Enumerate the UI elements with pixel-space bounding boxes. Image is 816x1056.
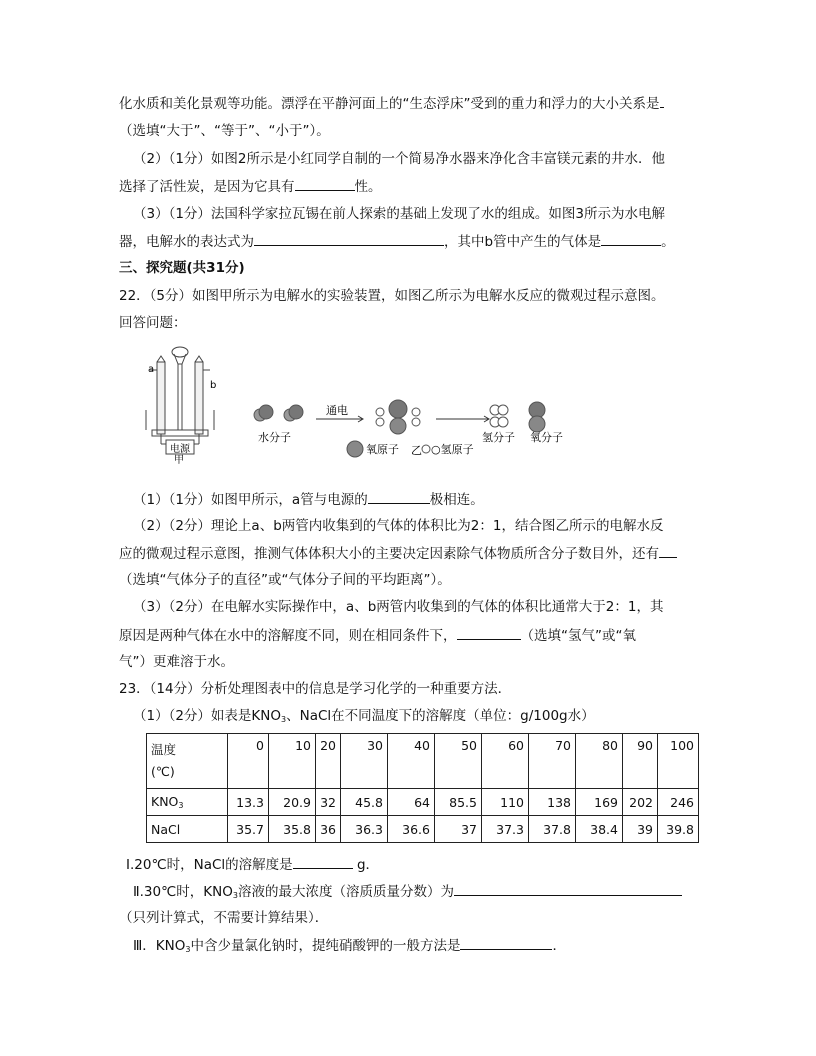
- table-cell: 100: [658, 734, 699, 789]
- label-b: b: [210, 380, 217, 391]
- q22-answer-blank-1[interactable]: [368, 489, 430, 504]
- q22-part2-line1: （2）（2分）理论上a、b两管内收集到的气体的体积比为2：1，结合图乙所示的电解水反: [133, 518, 664, 534]
- figure-yi-label: 乙: [411, 444, 422, 457]
- oxygen-atom-label: 氧原子: [366, 443, 399, 456]
- q22-part1: （1）（1分）如图甲所示，a管与电源的 极相连。: [133, 489, 484, 510]
- q23-answer-blank-2[interactable]: [454, 881, 682, 896]
- hydrogen-atom-label: ○氢原子: [431, 443, 474, 456]
- power-label: 电源: [170, 444, 190, 455]
- table-cell: 38.4: [576, 816, 623, 843]
- table-cell: 13.3: [228, 789, 269, 816]
- table-cell: 20.9: [269, 789, 316, 816]
- oxygen-molecule-label: 氧分子: [530, 431, 563, 444]
- table-cell: 20: [316, 734, 341, 789]
- q22-stem-line2: 回答问题：: [119, 315, 187, 331]
- table-row-kno3: [147, 789, 699, 816]
- table-cell: 30: [341, 734, 388, 789]
- table-cell: 35.7: [228, 816, 269, 843]
- table-cell: 35.8: [269, 816, 316, 843]
- table-header-row: [147, 734, 699, 789]
- q21-line1: 化水质和美化景观等功能。漂浮在平静河面上的“生态浮床”受到的重力和浮力的大小关系是: [119, 93, 664, 114]
- table-cell: 202: [623, 789, 658, 816]
- table-cell: 60: [482, 734, 529, 789]
- hydrogen-molecule-label: 氢分子: [482, 431, 515, 444]
- table-cell: 110: [482, 789, 529, 816]
- table-cell: 50: [435, 734, 482, 789]
- q23-item-ii: Ⅱ.30℃时，$KNO_3$溶液的最大浓度（溶质质量分数）为: [133, 881, 682, 906]
- q23-item-i: Ⅰ.20℃时，NaCl的溶解度是 g．: [126, 854, 379, 875]
- table-cell: 37.8: [529, 816, 576, 843]
- table-cell: 10: [269, 734, 316, 789]
- q21-answer-blank-4[interactable]: [601, 231, 661, 246]
- q22-part2-line3: （选填“气体分子的直径”或“气体分子间的平均距离”）。: [119, 572, 451, 588]
- table-cell: 80: [576, 734, 623, 789]
- q23-answer-blank-1[interactable]: [293, 854, 353, 869]
- q22-stem-line1: 22．（5分）如图甲所示为电解水的实验装置，如图乙所示为电解水反应的微观过程示意图。: [119, 288, 665, 304]
- q21-answer-blank-2[interactable]: [295, 176, 355, 191]
- table-cell: 70: [529, 734, 576, 789]
- q22-part3-line2: 原因是两种气体在水中的溶解度不同，则在相同条件下， （选填“氢气”或“氧: [119, 625, 636, 646]
- section-title: 三、探究题(共31分): [119, 260, 245, 276]
- table-cell: 246: [658, 789, 699, 816]
- q21-part2-line2: 选择了活性炭，是因为它具有 性。: [119, 176, 382, 197]
- q21-answer-blank-1[interactable]: [660, 93, 664, 108]
- water-molecules: [254, 405, 303, 421]
- table-cell: 169: [576, 789, 623, 816]
- q22-part3-line3: 气”）更难溶于水。: [119, 654, 234, 670]
- table-cell: 39.8: [658, 816, 699, 843]
- table-cell: 37.3: [482, 816, 529, 843]
- q22-figure: [140, 340, 580, 466]
- q21-part2-line1: （2）（1分）如图2所示是小红同学自制的一个简易净水器来净化含丰富镁元素的井水．他: [133, 151, 666, 167]
- table-row-nacl: [147, 816, 699, 843]
- table-cell: 85.5: [435, 789, 482, 816]
- label-a: a: [148, 364, 155, 375]
- table-cell: 37: [435, 816, 482, 843]
- q22-part3-line1: （3）（2分）在电解水实际操作中，a、b两管内收集到的气体的体积比通常大于2：1，其: [133, 599, 664, 615]
- table-cell: 138: [529, 789, 576, 816]
- water-molecule-label: 水分子: [258, 431, 291, 444]
- nacl-label: NaCl: [147, 816, 228, 843]
- q23-part1: （1）（2分）如表是$KNO_3$、NaCl在不同温度下的溶解度（单位：g/100g水）: [133, 708, 595, 724]
- q23-stem: 23．（14分）分析处理图表中的信息是学习化学的一种重要方法．: [119, 681, 512, 697]
- q21-answer-blank-3[interactable]: [254, 231, 444, 246]
- table-cell: 64: [388, 789, 435, 816]
- table-cell: 0: [228, 734, 269, 789]
- q21-line2: （选填“大于”、“等于”、“小于”）。: [119, 123, 330, 139]
- q23-answer-blank-3[interactable]: [460, 935, 552, 950]
- table-cell: 39: [623, 816, 658, 843]
- q22-answer-blank-2[interactable]: [659, 543, 677, 558]
- kno3-label: $KNO_3$: [147, 789, 228, 816]
- q23-item-iii: Ⅲ．$KNO_3$中含少量氯化钠时，提纯硝酸钾的一般方法是 ．: [133, 935, 566, 960]
- table-cell: 36.6: [388, 816, 435, 843]
- q22-part2-line2: 应的微观过程示意图，推测气体体积大小的主要决定因素除气体物质所含分子数目外，还有: [119, 543, 677, 564]
- q21-part3-line2: 器，电解水的表达式为 ，其中b管中产生的气体是 。: [119, 231, 675, 252]
- q21-part3-line1: （3）（1分）法国科学家拉瓦锡在前人探索的基础上发现了水的组成。如图3所示为水电解: [133, 206, 666, 222]
- q22-answer-blank-3[interactable]: [457, 625, 521, 640]
- table-cell: 45.8: [341, 789, 388, 816]
- solubility-table: [146, 733, 699, 843]
- table-cell: 36.3: [341, 816, 388, 843]
- figure-jia-label: 甲: [174, 455, 184, 466]
- q23-item-ii-note: （只列计算式，不需要计算结果）．: [119, 910, 329, 926]
- product-molecules: [490, 402, 545, 432]
- arrow-label: 通电: [326, 404, 348, 417]
- table-cell: 40: [388, 734, 435, 789]
- table-cell: 90: [623, 734, 658, 789]
- table-cell: 36: [316, 816, 341, 843]
- temperature-header: 温度 (℃): [147, 734, 228, 789]
- table-cell: 32: [316, 789, 341, 816]
- electrolysis-apparatus: [146, 347, 217, 454]
